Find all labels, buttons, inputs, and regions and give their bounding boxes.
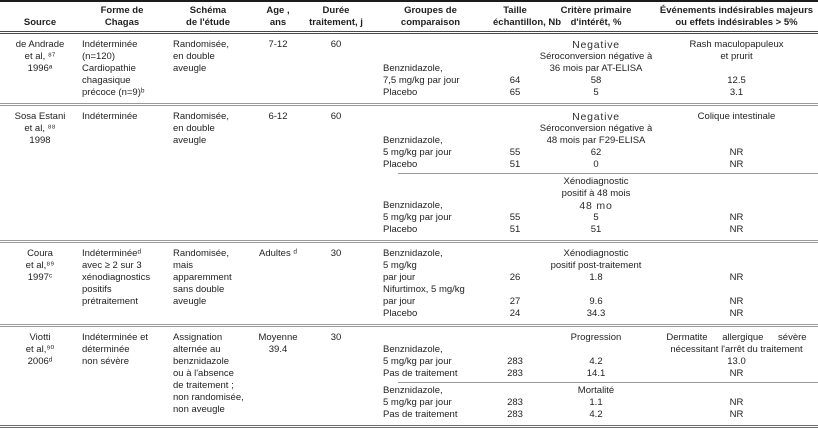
cell-duree bbox=[304, 111, 368, 123]
header-label: Durée bbox=[322, 5, 350, 16]
comparison-block bbox=[368, 248, 818, 320]
cell-forme bbox=[80, 111, 164, 123]
comparison-block bbox=[368, 39, 818, 99]
text-line bbox=[655, 248, 818, 260]
header-label: traitement, j bbox=[309, 17, 363, 28]
text-line: par jour bbox=[383, 272, 416, 283]
text-line: Xénodiagnostic bbox=[563, 176, 629, 187]
text-line: Indéterminée bbox=[82, 111, 138, 122]
text-line: 6-12 bbox=[268, 111, 288, 122]
table-row bbox=[0, 106, 818, 240]
text-line: Randomisée, bbox=[173, 111, 229, 122]
text-line bbox=[655, 188, 818, 200]
row-blocks bbox=[368, 111, 818, 236]
text-line: 51 bbox=[509, 159, 521, 170]
table-body bbox=[0, 34, 818, 425]
text-line: Adultes ᵈ bbox=[259, 248, 297, 259]
text-line: Mortalité bbox=[577, 385, 615, 396]
cell-schema bbox=[164, 111, 252, 147]
text-line: et al,⁹⁰ bbox=[25, 344, 55, 355]
text-line bbox=[537, 344, 655, 356]
header-label: Groupes de bbox=[404, 5, 457, 16]
text-line bbox=[383, 51, 493, 63]
text-line bbox=[383, 39, 493, 51]
cell-schema bbox=[164, 248, 252, 308]
cell-groupes bbox=[368, 176, 493, 236]
cell-taille bbox=[493, 248, 537, 320]
cell-groupes bbox=[368, 248, 493, 320]
text-line bbox=[383, 332, 493, 344]
text-line: Moyenne bbox=[258, 332, 298, 343]
text-line bbox=[655, 135, 818, 147]
cell-groupes bbox=[368, 385, 493, 421]
text-line: 14.1 bbox=[586, 368, 606, 379]
text-line: Séroconversion négative à bbox=[539, 123, 653, 134]
text-line bbox=[493, 188, 537, 200]
cell-critere bbox=[537, 176, 655, 236]
text-line: positifs bbox=[82, 284, 112, 295]
text-line: nécessitant l'arrêt du traitement bbox=[670, 344, 803, 355]
text-line bbox=[383, 188, 493, 200]
text-line: 1.8 bbox=[589, 272, 603, 283]
text-line: 7,5 mg/kg par jour bbox=[383, 75, 460, 86]
text-line: 27 bbox=[509, 296, 521, 307]
text-line: NR bbox=[729, 224, 744, 235]
text-line: Coura bbox=[27, 248, 53, 259]
text-line: 5 mg/kg par jour bbox=[383, 397, 452, 408]
text-line bbox=[493, 111, 537, 123]
header-label: de l'étude bbox=[186, 17, 230, 28]
text-line bbox=[655, 200, 818, 212]
cell-groupes bbox=[368, 332, 493, 380]
text-line: Placebo bbox=[383, 308, 418, 319]
text-line bbox=[493, 260, 537, 272]
table-header-row bbox=[0, 2, 818, 31]
col-header-critere-primaire bbox=[537, 5, 655, 29]
text-line: et al, ⁸⁸ bbox=[24, 123, 56, 134]
text-line: Progression bbox=[570, 332, 622, 343]
text-line: alternée au bbox=[173, 344, 221, 355]
header-label bbox=[0, 5, 80, 17]
cell-age bbox=[252, 111, 304, 123]
text-line: Indéterminée bbox=[82, 39, 138, 50]
text-line: 5 bbox=[593, 212, 599, 223]
cell-source bbox=[0, 111, 80, 147]
text-line: non aveugle bbox=[173, 404, 225, 415]
table-row bbox=[0, 34, 818, 103]
text-line bbox=[655, 123, 818, 135]
text-line: 9.6 bbox=[589, 296, 603, 307]
text-line: Benznidazole, bbox=[383, 63, 443, 74]
text-line: prétraitement bbox=[82, 296, 138, 307]
text-line: précoce (n=9)ᵇ bbox=[82, 87, 145, 98]
text-line: Xénodiagnostic bbox=[563, 248, 629, 259]
cell-adverse bbox=[655, 332, 818, 380]
text-line: Benznidazole, bbox=[383, 385, 443, 396]
text-line bbox=[493, 284, 537, 296]
text-line: 1998 bbox=[29, 135, 51, 146]
cell-schema bbox=[164, 332, 252, 416]
text-line: Benznidazole, bbox=[383, 135, 443, 146]
text-line: sans double bbox=[173, 284, 225, 295]
text-line: aveugle bbox=[173, 63, 207, 74]
cell-adverse bbox=[655, 39, 818, 99]
row-blocks bbox=[368, 39, 818, 99]
text-line: Pas de traitement bbox=[383, 409, 458, 420]
header-label: Schéma bbox=[189, 5, 227, 16]
table-row bbox=[0, 243, 818, 324]
text-line: 51 bbox=[509, 224, 521, 235]
header-label: Source bbox=[23, 17, 57, 28]
text-line: aveugle bbox=[173, 135, 207, 146]
text-line: Pas de traitement bbox=[383, 368, 458, 379]
comparison-block bbox=[368, 111, 818, 171]
text-line: 1997ᶜ bbox=[27, 272, 53, 283]
text-line bbox=[493, 176, 537, 188]
cell-critere bbox=[537, 39, 655, 99]
text-line: NR bbox=[729, 147, 744, 158]
text-line: Negative bbox=[572, 39, 620, 51]
text-line: ou à l'absence bbox=[173, 368, 234, 379]
text-line: (n=120) bbox=[82, 51, 116, 62]
header-label: Chagas bbox=[104, 17, 140, 28]
cell-taille bbox=[493, 111, 537, 171]
text-line: Cardiopathie bbox=[82, 63, 136, 74]
text-line: 1.1 bbox=[589, 397, 603, 408]
cell-critere bbox=[537, 385, 655, 421]
comparison-block bbox=[368, 385, 818, 421]
text-line: de Andrade bbox=[15, 39, 65, 50]
row-blocks bbox=[368, 332, 818, 421]
text-line: benznidazole bbox=[173, 356, 229, 367]
text-line: 51 bbox=[590, 224, 602, 235]
cell-adverse bbox=[655, 176, 818, 236]
text-line: déterminée bbox=[82, 344, 130, 355]
text-line: 64 bbox=[509, 75, 521, 86]
text-line: NR bbox=[729, 397, 744, 408]
col-header-forme-de-chagas bbox=[80, 5, 164, 29]
text-line bbox=[383, 111, 493, 123]
text-line: 26 bbox=[509, 272, 521, 283]
text-line: 62 bbox=[590, 147, 602, 158]
text-line bbox=[655, 260, 818, 272]
cell-adverse bbox=[655, 248, 818, 320]
cell-adverse bbox=[655, 111, 818, 171]
text-line: 24 bbox=[509, 308, 521, 319]
text-line: en double bbox=[173, 51, 215, 62]
text-line: positif post-traitement bbox=[550, 260, 642, 271]
text-line: 30 bbox=[330, 332, 342, 343]
text-line: 34.3 bbox=[586, 308, 606, 319]
header-label: d'intérêt, % bbox=[570, 17, 622, 28]
text-line: xénodiagnostics bbox=[82, 272, 151, 283]
text-line: 5 mg/kg par jour bbox=[383, 356, 452, 367]
text-line: Nifurtimox, 5 mg/kg bbox=[383, 284, 465, 295]
text-line: et al,⁸⁹ bbox=[25, 260, 55, 271]
col-header-groupes-comparaison bbox=[368, 5, 493, 29]
col-header-duree-traitement bbox=[304, 5, 368, 29]
text-line: Benznidazole, bbox=[383, 344, 443, 355]
text-line: 13.0 bbox=[727, 356, 746, 367]
text-line: 283 bbox=[507, 397, 523, 408]
text-line: Placebo bbox=[383, 159, 418, 170]
text-line: 283 bbox=[507, 356, 523, 367]
col-header-age bbox=[252, 5, 304, 29]
text-line: non randomisée, bbox=[173, 392, 244, 403]
text-line bbox=[493, 39, 537, 51]
header-label: Taille bbox=[503, 5, 527, 16]
text-line: Colique intestinale bbox=[697, 111, 776, 122]
text-line: 60 bbox=[330, 111, 342, 122]
cell-groupes bbox=[368, 111, 493, 171]
text-line: et prurit bbox=[720, 51, 753, 62]
cell-duree bbox=[304, 332, 368, 344]
cell-adverse bbox=[655, 385, 818, 421]
text-line: Placebo bbox=[383, 224, 418, 235]
text-line: Benznidazole, bbox=[383, 200, 443, 211]
text-line: de traitement ; bbox=[173, 380, 234, 391]
cell-forme bbox=[80, 39, 164, 99]
text-line bbox=[655, 284, 818, 296]
text-line bbox=[383, 123, 493, 135]
table-row bbox=[0, 327, 818, 425]
col-header-schema-etude bbox=[164, 5, 252, 29]
text-line bbox=[493, 385, 537, 397]
subrow-separator bbox=[398, 173, 818, 174]
text-line: NR bbox=[729, 212, 744, 223]
header-label: comparaison bbox=[400, 17, 461, 28]
text-line: non sévère bbox=[82, 356, 130, 367]
text-line: apparemment bbox=[173, 272, 232, 283]
text-line bbox=[537, 284, 655, 296]
text-line bbox=[493, 200, 537, 212]
cell-taille bbox=[493, 176, 537, 236]
cell-taille bbox=[493, 332, 537, 380]
text-line: Assignation bbox=[173, 332, 223, 343]
text-line: NR bbox=[729, 409, 744, 420]
text-line: 39.4 bbox=[268, 344, 288, 355]
text-line: 5 mg/kg par jour bbox=[383, 212, 452, 223]
text-line: Benznidazole, bbox=[383, 248, 443, 259]
header-label: Forme de bbox=[100, 5, 144, 16]
cell-duree bbox=[304, 248, 368, 260]
text-line: 1996ᵃ bbox=[27, 63, 53, 74]
text-line: 283 bbox=[507, 409, 523, 420]
text-line: 4.2 bbox=[589, 409, 603, 420]
text-line bbox=[493, 248, 537, 260]
cell-critere bbox=[537, 111, 655, 171]
text-line: par jour bbox=[383, 296, 416, 307]
text-line: Indéterminéeᵈ bbox=[82, 248, 142, 259]
cell-taille bbox=[493, 385, 537, 421]
col-header-evenements-indesirables bbox=[655, 5, 818, 29]
comparison-block bbox=[368, 332, 818, 380]
cell-age bbox=[252, 332, 304, 356]
col-header-source bbox=[0, 5, 80, 29]
text-line: chagasique bbox=[82, 75, 131, 86]
text-line: 36 mois par AT-ELISA bbox=[549, 63, 643, 74]
header-label: Age , bbox=[266, 5, 290, 16]
text-line: 60 bbox=[330, 39, 342, 50]
col-header-taille-echantillon bbox=[493, 5, 562, 29]
cell-source bbox=[0, 248, 80, 284]
text-line: aveugle bbox=[173, 296, 207, 307]
comparison-block bbox=[368, 176, 818, 236]
cell-age bbox=[252, 248, 304, 260]
text-line: 48 mois par F29-ELISA bbox=[546, 135, 646, 146]
text-line: NR bbox=[729, 308, 744, 319]
text-line: 48 mo bbox=[579, 200, 613, 212]
text-line bbox=[493, 63, 537, 75]
text-line: Placebo bbox=[383, 87, 418, 98]
text-line: 5 bbox=[593, 87, 599, 98]
text-line: 5 mg/kg bbox=[383, 260, 417, 271]
text-line bbox=[383, 176, 493, 188]
text-line: en double bbox=[173, 123, 215, 134]
text-line bbox=[655, 385, 818, 397]
text-line: 7-12 bbox=[268, 39, 288, 50]
text-line: 5 mg/kg par jour bbox=[383, 147, 452, 158]
row-blocks bbox=[368, 248, 818, 320]
text-line: Randomisée, bbox=[173, 248, 229, 259]
text-line: Viotti bbox=[29, 332, 51, 343]
text-line: Dermatite allergique sévère bbox=[666, 332, 807, 343]
cell-source bbox=[0, 332, 80, 368]
text-line bbox=[493, 332, 537, 344]
cell-taille bbox=[493, 39, 537, 99]
text-line bbox=[493, 135, 537, 147]
text-line: 4.2 bbox=[589, 356, 603, 367]
text-line: 283 bbox=[507, 368, 523, 379]
text-line: Indéterminée et bbox=[82, 332, 149, 343]
text-line: Randomisée, bbox=[173, 39, 229, 50]
cell-forme bbox=[80, 248, 164, 308]
cell-age bbox=[252, 39, 304, 51]
text-line: 55 bbox=[509, 212, 521, 223]
text-line: Sosa Estani bbox=[14, 111, 66, 122]
subrow-separator bbox=[398, 382, 818, 383]
text-line: et al, ⁸⁷ bbox=[24, 51, 56, 62]
text-line: NR bbox=[729, 272, 744, 283]
text-line: 0 bbox=[593, 159, 599, 170]
text-line: Rash maculopapuleux bbox=[689, 39, 784, 50]
text-line: 58 bbox=[590, 75, 602, 86]
header-label: Événements indésirables majeurs bbox=[659, 5, 814, 16]
text-line: NR bbox=[729, 296, 744, 307]
text-line bbox=[493, 123, 537, 135]
text-line bbox=[655, 63, 818, 75]
cell-critere bbox=[537, 248, 655, 320]
header-label: Critère primaire bbox=[560, 5, 632, 16]
text-line: 2006ᵈ bbox=[27, 356, 53, 367]
text-line: 65 bbox=[509, 87, 521, 98]
text-line: 55 bbox=[509, 147, 521, 158]
header-label: ans bbox=[269, 17, 287, 28]
header-label: ou effets indésirables > 5% bbox=[675, 17, 798, 28]
text-line: positif à 48 mois bbox=[561, 188, 631, 199]
cell-schema bbox=[164, 39, 252, 75]
text-line: NR bbox=[729, 159, 744, 170]
cell-critere bbox=[537, 332, 655, 380]
text-line bbox=[493, 344, 537, 356]
cell-groupes bbox=[368, 39, 493, 99]
cell-duree bbox=[304, 39, 368, 51]
text-line: Séroconversion négative à bbox=[539, 51, 653, 62]
cell-source bbox=[0, 39, 80, 75]
text-line bbox=[655, 176, 818, 188]
text-line: NR bbox=[729, 368, 744, 379]
text-line: mais bbox=[173, 260, 194, 271]
header-label: échantillon, Nb bbox=[493, 17, 562, 28]
text-line: 3.1 bbox=[729, 87, 744, 98]
text-line: avec ≥ 2 sur 3 bbox=[82, 260, 142, 271]
text-line: 12.5 bbox=[727, 75, 746, 86]
text-line bbox=[493, 51, 537, 63]
text-line: Negative bbox=[572, 111, 620, 123]
text-line: 30 bbox=[330, 248, 342, 259]
cell-forme bbox=[80, 332, 164, 368]
